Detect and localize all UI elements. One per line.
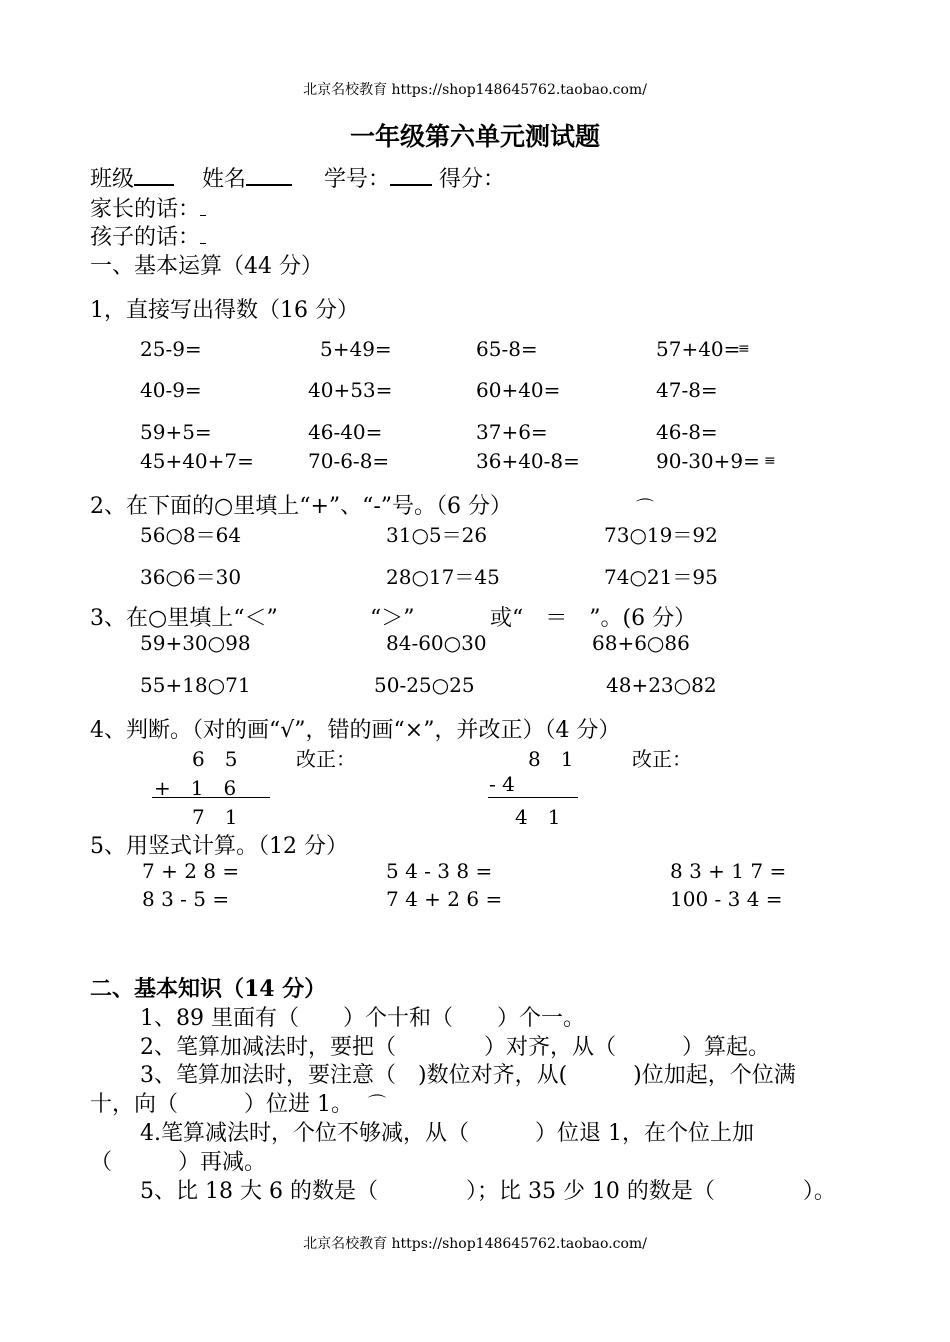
parent-words: 家长的话： xyxy=(90,192,206,223)
q3-item: 55+18○71 xyxy=(140,673,251,697)
q5-title: 5、用竖式计算。（12 分） xyxy=(90,834,348,859)
number-field[interactable] xyxy=(390,164,432,186)
q4-left-rule xyxy=(152,797,270,798)
q2-item: 73○19＝92 xyxy=(604,523,718,547)
q1-item: 60+40= xyxy=(476,378,561,402)
stray-mark: ≡ xyxy=(738,341,750,357)
q1-item: 47-8= xyxy=(656,378,718,402)
q2-title: 2、在下面的○里填上“+”、“-”号。（6 分） xyxy=(90,494,513,519)
stray-mark: ⌒ xyxy=(636,498,654,519)
child-words: 孩子的话： xyxy=(90,220,206,251)
q1-item: 45+40+7= xyxy=(140,449,254,473)
s2-item-2: 2、笔算加减法时，要把（ ）对齐，从（ ）算起。 xyxy=(140,1035,770,1060)
section2-title: 二、基本知识（14 分） xyxy=(90,976,327,1002)
q2-item: 28○17＝45 xyxy=(386,565,500,589)
child-words-field[interactable] xyxy=(200,231,206,244)
q4-right-fix-label: 改正： xyxy=(632,747,692,771)
q1-item: 57+40= xyxy=(656,337,741,361)
q4-left-result: 7 1 xyxy=(192,805,238,829)
class-field[interactable] xyxy=(134,164,174,186)
q5-item: 7 4 + 2 6 = xyxy=(386,887,503,911)
q3-title-part2: “＞” xyxy=(370,606,415,631)
stray-mark: ≡ xyxy=(764,453,776,469)
page-title: 一年级第六单元测试题 xyxy=(349,122,600,151)
q4-right-result: 4 1 xyxy=(515,805,561,829)
page-header: 北京名校教育 https://shop148645762.taobao.com/ xyxy=(303,82,647,98)
q4-title: 4、判断。（对的画“√”，错的画“×”，并改正）（4 分） xyxy=(90,718,621,743)
q1-item: 90-30+9= xyxy=(656,449,760,473)
parent-words-field[interactable] xyxy=(200,203,206,216)
s2-item-4-line1: 4.笔算减法时，个位不够减，从（ ）位退 1，在个位上加 xyxy=(140,1121,754,1146)
q5-item: 5 4 - 3 8 = xyxy=(386,859,493,883)
page-footer: 北京名校教育 https://shop148645762.taobao.com/ xyxy=(303,1236,647,1252)
q3-title-part1: 3、在○里填上“＜” xyxy=(90,606,278,631)
q4-left-top: 6 5 xyxy=(192,747,238,771)
q4-right-mid: - 4 xyxy=(489,772,515,796)
q2-item: 74○21＝95 xyxy=(604,565,718,589)
q3-title-part3: 或“ ＝ ”。(6 分） xyxy=(490,606,697,631)
score-label: 得分： xyxy=(439,167,506,192)
q1-item: 40+53= xyxy=(308,378,393,402)
q1-item: 40-9= xyxy=(140,378,202,402)
q3-item: 68+6○86 xyxy=(592,631,690,655)
q2-item: 36○6＝30 xyxy=(140,565,242,589)
q1-item: 59+5= xyxy=(140,420,212,444)
q1-item: 65-8= xyxy=(476,337,538,361)
q4-left-mid: + 1 6 xyxy=(154,776,237,800)
name-label: 姓名 xyxy=(202,167,247,192)
q5-item: 7 + 2 8 = xyxy=(142,859,240,883)
q1-title: 1，直接写出得数（16 分） xyxy=(90,298,359,323)
q3-item: 84-60○30 xyxy=(386,631,487,655)
name-field[interactable] xyxy=(246,164,292,186)
q4-right-top: 8 1 xyxy=(528,747,574,771)
s2-item-5: 5、比 18 大 6 的数是（ ）；比 35 少 10 的数是（ ）。 xyxy=(140,1179,836,1204)
number-label: 学号： xyxy=(324,167,391,192)
s2-item-4-line2: （ ）再减。 xyxy=(90,1150,267,1175)
q5-item: 8 3 - 5 = xyxy=(142,887,230,911)
q2-item: 31○5＝26 xyxy=(386,523,488,547)
q1-item: 25-9= xyxy=(140,337,202,361)
q3-item: 59+30○98 xyxy=(140,631,251,655)
q2-item: 56○8＝64 xyxy=(140,523,242,547)
q1-item: 37+6= xyxy=(476,420,548,444)
q1-item: 46-40= xyxy=(308,420,383,444)
q1-item: 5+49= xyxy=(320,337,392,361)
q3-item: 48+23○82 xyxy=(606,673,717,697)
q4-right-rule xyxy=(488,797,578,798)
q5-item: 100 - 3 4 = xyxy=(670,887,783,911)
q5-item: 8 3 + 1 7 = xyxy=(670,859,787,883)
s2-item-1: 1、89 里面有（ ）个十和（ ）个一。 xyxy=(140,1006,585,1031)
q4-left-fix-label: 改正： xyxy=(296,747,356,771)
section1-title: 一、基本运算（44 分） xyxy=(90,254,323,279)
q1-item: 70-6-8= xyxy=(308,449,390,473)
q1-item: 46-8= xyxy=(656,420,718,444)
class-label: 班级 xyxy=(90,167,135,192)
q1-item: 36+40-8= xyxy=(476,449,580,473)
stray-mark: ⌒ xyxy=(368,1094,386,1115)
s2-item-3-line2: 十，向（ ）位进 1。 xyxy=(90,1092,353,1117)
q3-item: 50-25○25 xyxy=(374,673,475,697)
student-info-line xyxy=(90,162,505,193)
s2-item-3-line1: 3、笔算加法时，要注意（ )数位对齐，从( )位加起，个位满 xyxy=(140,1063,796,1088)
